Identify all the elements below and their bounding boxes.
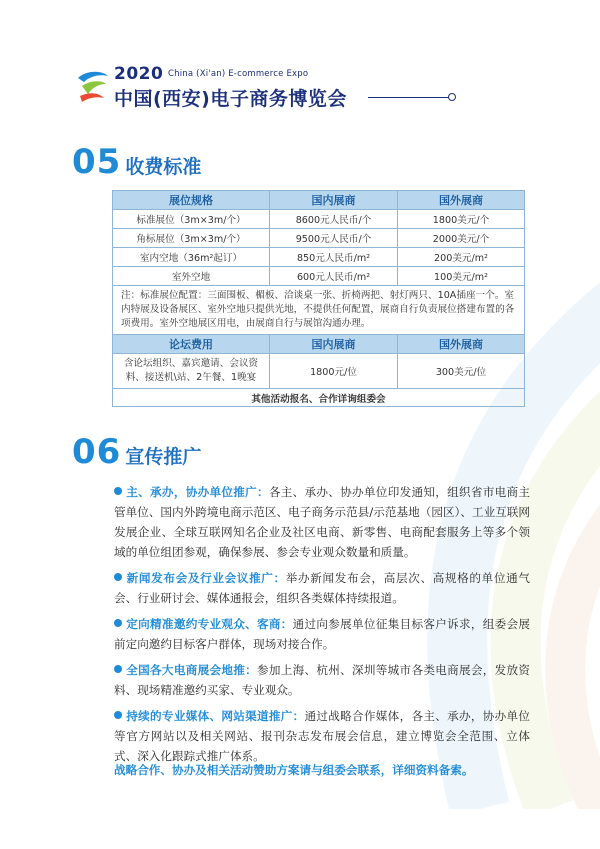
forum-includes: 含论坛组织、嘉宾邀请、会议资料、接送机\站、2午餐、1晚宴 (113, 354, 270, 389)
list-item (114, 614, 530, 654)
section-fees-heading (72, 142, 201, 182)
item-label: 主、承办，协办单位推广： (126, 485, 269, 499)
header-cell: 国外展商 (398, 191, 525, 210)
fee-table-container (112, 190, 524, 407)
table-cell: 1800元/位 (270, 354, 398, 389)
item-text: 通过向参展单位征集目标客户诉求，组委会展前定向邀约目标客户群体，现场对接合作。 (114, 617, 530, 651)
header-dot (448, 93, 456, 101)
header-cell: 展位规格 (113, 191, 270, 210)
item-text: 各主、承办、协办单位印发通知，组织省市电商主管单位、国内外跨境电商示范区、电子商务示范县/示范基地（园区）、工业互联网发展企业、全球互联网知名企业及社区电商、新零售、电商配套服务上等多个领域的单位组团参观，确保参展、参会专业观众数量和质量。 (114, 485, 530, 559)
list-item (114, 568, 530, 608)
expo-title-cn: 中国(西安)电子商务博览会 (114, 88, 347, 110)
table-cell: 850元人民币/m² (270, 248, 398, 267)
list-item (114, 706, 530, 766)
expo-subtitle-en: China (Xi'an) E-commerce Expo (168, 69, 309, 79)
section-number: 06 (72, 432, 122, 472)
table-cell: 100美元/m² (398, 267, 525, 286)
forum-table-header (113, 335, 525, 354)
closing-statement: 战略合作、协办及相关活动赞助方案请与组委会联系，详细资料备索。 (114, 763, 474, 777)
expo-header (78, 66, 398, 112)
forum-footer-row (113, 389, 525, 407)
table-cell: 室内空地（36m²起订） (113, 248, 270, 267)
expo-logo-icon (76, 68, 110, 104)
item-label: 定向精准邀约专业观众、客商： (126, 617, 293, 631)
list-item (114, 482, 530, 562)
table-cell: 600元人民币/m² (270, 267, 398, 286)
header-divider (368, 97, 450, 98)
item-label: 全国各大电商展会地推： (126, 663, 257, 677)
booth-note: 注：标准展位配置：三面围板、楣板、洽谈桌一张、折椅两把、射灯两只、10A插座一个。室内特展及设备展区、室外空地只提供光地，不提供任何配置，展商自行负责展位搭建布置的各项费用。室外空地展区用电，由展商自行与展馆沟通办理。 (113, 286, 525, 335)
bullet-dot-icon (114, 619, 122, 627)
item-label: 持续的专业媒体、网站渠道推广： (126, 709, 305, 723)
bullet-dot-icon (114, 573, 122, 581)
section-number: 05 (72, 142, 122, 182)
table-cell: 标准展位（3m×3m/个） (113, 210, 270, 229)
bullet-dot-icon (114, 665, 122, 673)
table-cell: 300美元/位 (398, 354, 525, 389)
table-row (113, 229, 525, 248)
bullet-dot-icon (114, 711, 122, 719)
item-text: 通过战略合作媒体，各主、承办，协办单位等官方网站以及相关网站、报刊杂志发布展会信息，建立博览会全范围、立体式、深入化跟踪式推广体系。 (114, 709, 530, 763)
table-cell: 9500元人民币/个 (270, 229, 398, 248)
list-item (114, 660, 530, 700)
table-cell: 1800美元/个 (398, 210, 525, 229)
table-row (113, 248, 525, 267)
table-cell: 角标展位（3m×3m/个） (113, 229, 270, 248)
bullet-dot-icon (114, 487, 122, 495)
table-cell: 室外空地 (113, 267, 270, 286)
expo-year: 2020 (114, 64, 164, 84)
table-row (113, 210, 525, 229)
section-title: 宣传推广 (125, 446, 202, 468)
table-cell: 8600元人民币/个 (270, 210, 398, 229)
item-text: 参加上海、杭州、深圳等城市各类电商展会，发放资料、现场精准邀约买家、专业观众。 (114, 663, 530, 697)
header-cell: 国内展商 (270, 335, 398, 354)
table-cell: 2000美元/个 (398, 229, 525, 248)
table-cell: 200美元/m² (398, 248, 525, 267)
header-cell: 国内展商 (270, 191, 398, 210)
item-label: 新闻发布会及行业会议推广： (126, 571, 286, 585)
item-text: 举办新闻发布会，高层次、高规格的单位通气会、行业研讨会、媒体通报会，组织各类媒体持续报道。 (114, 571, 530, 605)
booth-note-row (113, 286, 525, 335)
promotion-list (114, 482, 530, 772)
forum-footer: 其他活动报名、合作详询组委会 (113, 389, 525, 407)
section-promotion-heading (72, 432, 201, 472)
forum-row (113, 354, 525, 389)
section-title: 收费标准 (125, 156, 202, 178)
table-row (113, 267, 525, 286)
fee-table (112, 190, 525, 407)
booth-table-header (113, 191, 525, 210)
header-cell: 论坛费用 (113, 335, 270, 354)
header-cell: 国外展商 (398, 335, 525, 354)
